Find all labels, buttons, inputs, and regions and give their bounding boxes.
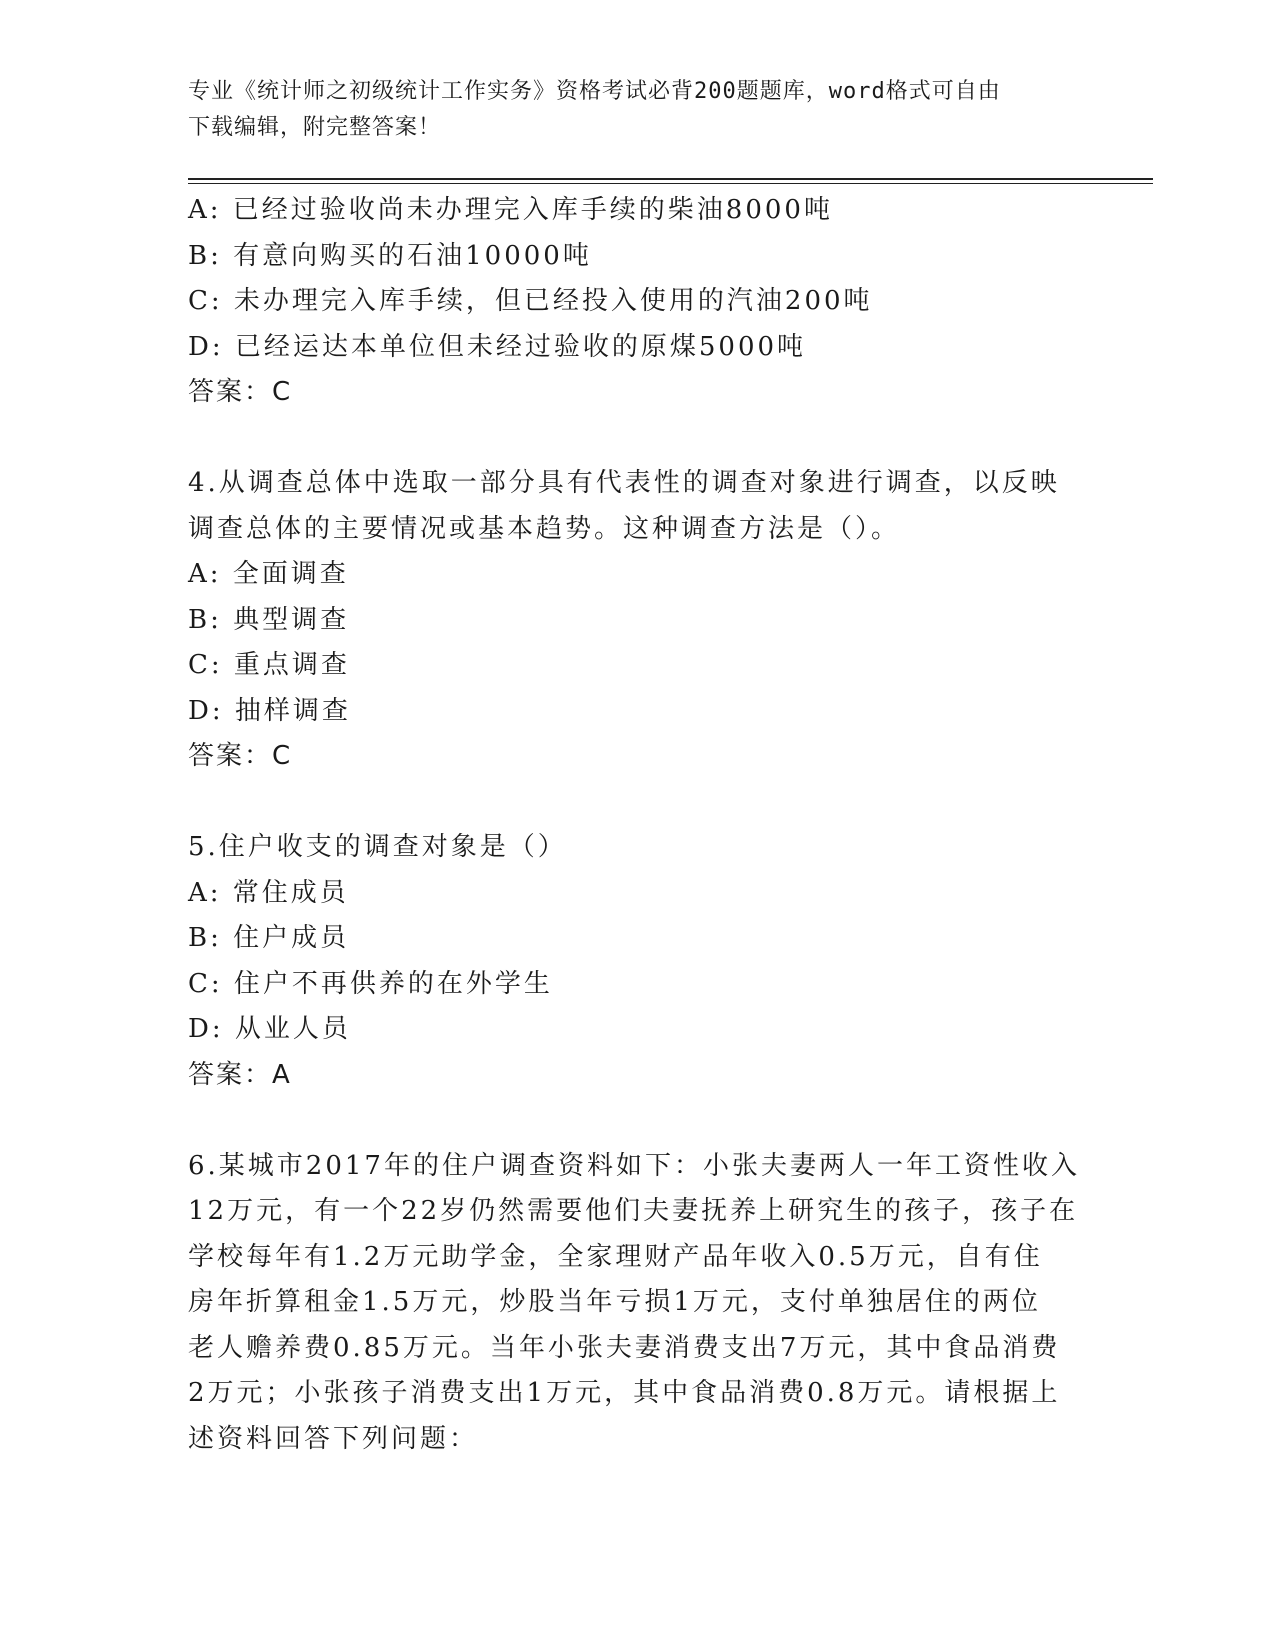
question-4-answer: 答案：C <box>188 741 293 771</box>
question-4-option-b: B: 典型调查 <box>188 604 350 635</box>
question-6-stem-line-2: 12万元，有一个22岁仍然需要他们夫妻抚养上研究生的孩子，孩子在 <box>188 1196 1079 1226</box>
spacer <box>188 780 1088 826</box>
question-4-option-c: C: 重点调查 <box>188 650 350 680</box>
question-6-stem-line-3: 学校每年有1.2万元助学金，全家理财产品年收入0.5万元，自有住 <box>188 1241 1043 1272</box>
question-4 <box>188 461 1088 780</box>
question-5-option-b: B: 住户成员 <box>188 923 350 953</box>
question-5-stem-line-1: 5.住户收支的调查对象是（） <box>188 832 567 862</box>
question-4-stem-line-2: 调查总体的主要情况或基本趋势。这种调查方法是（）。 <box>188 513 901 544</box>
header-divider-thin <box>188 183 1153 184</box>
header-line-2: 下载编辑，附完整答案！ <box>188 115 442 140</box>
question-3-option-c: C: 未办理完入库手续，但已经投入使用的汽油200吨 <box>188 286 873 316</box>
question-6-stem-line-1: 6.某城市2017年的住户调查资料如下：小张夫妻两人一年工资性收入 <box>188 1150 1080 1181</box>
document-header <box>188 74 1068 146</box>
question-3-option-b: B: 有意向购买的石油10000吨 <box>188 240 592 271</box>
question-5 <box>188 825 1088 1098</box>
question-6-stem-line-5: 老人赡养费0.85万元。当年小张夫妻消费支出7万元，其中食品消费 <box>188 1332 1061 1363</box>
header-line-1: 专业《统计师之初级统计工作实务》资格考试必背200题题库，word格式可自由 <box>188 79 1001 104</box>
question-6-stem-line-7: 述资料回答下列问题： <box>188 1423 479 1454</box>
question-3-option-d: D: 已经运达本单位但未经过验收的原煤5000吨 <box>188 331 807 362</box>
question-3-option-a: A: 已经过验收尚未办理完入库手续的柴油8000吨 <box>188 195 833 225</box>
spacer <box>188 416 1088 462</box>
question-6 <box>188 1144 1088 1463</box>
question-5-answer: 答案：A <box>188 1059 292 1090</box>
question-5-option-a: A: 常住成员 <box>188 877 349 908</box>
question-3 <box>188 188 1088 416</box>
spacer <box>188 1098 1088 1144</box>
question-4-option-a: A: 全面调查 <box>188 559 349 589</box>
question-3-answer: 答案：C <box>188 377 293 407</box>
question-5-option-c: C: 住户不再供养的在外学生 <box>188 968 553 999</box>
question-6-stem-line-4: 房年折算租金1.5万元，炒股当年亏损1万元，支付单独居住的两位 <box>188 1287 1041 1317</box>
question-5-option-d: D: 从业人员 <box>188 1014 351 1044</box>
question-4-stem-line-1: 4.从调查总体中选取一部分具有代表性的调查对象进行调查，以反映 <box>188 468 1060 498</box>
question-4-option-d: D: 抽样调查 <box>188 695 351 726</box>
question-6-stem-line-6: 2万元；小张孩子消费支出1万元，其中食品消费0.8万元。请根据上 <box>188 1378 1061 1408</box>
header-divider-thick <box>188 178 1153 180</box>
question-list <box>188 188 1088 1462</box>
